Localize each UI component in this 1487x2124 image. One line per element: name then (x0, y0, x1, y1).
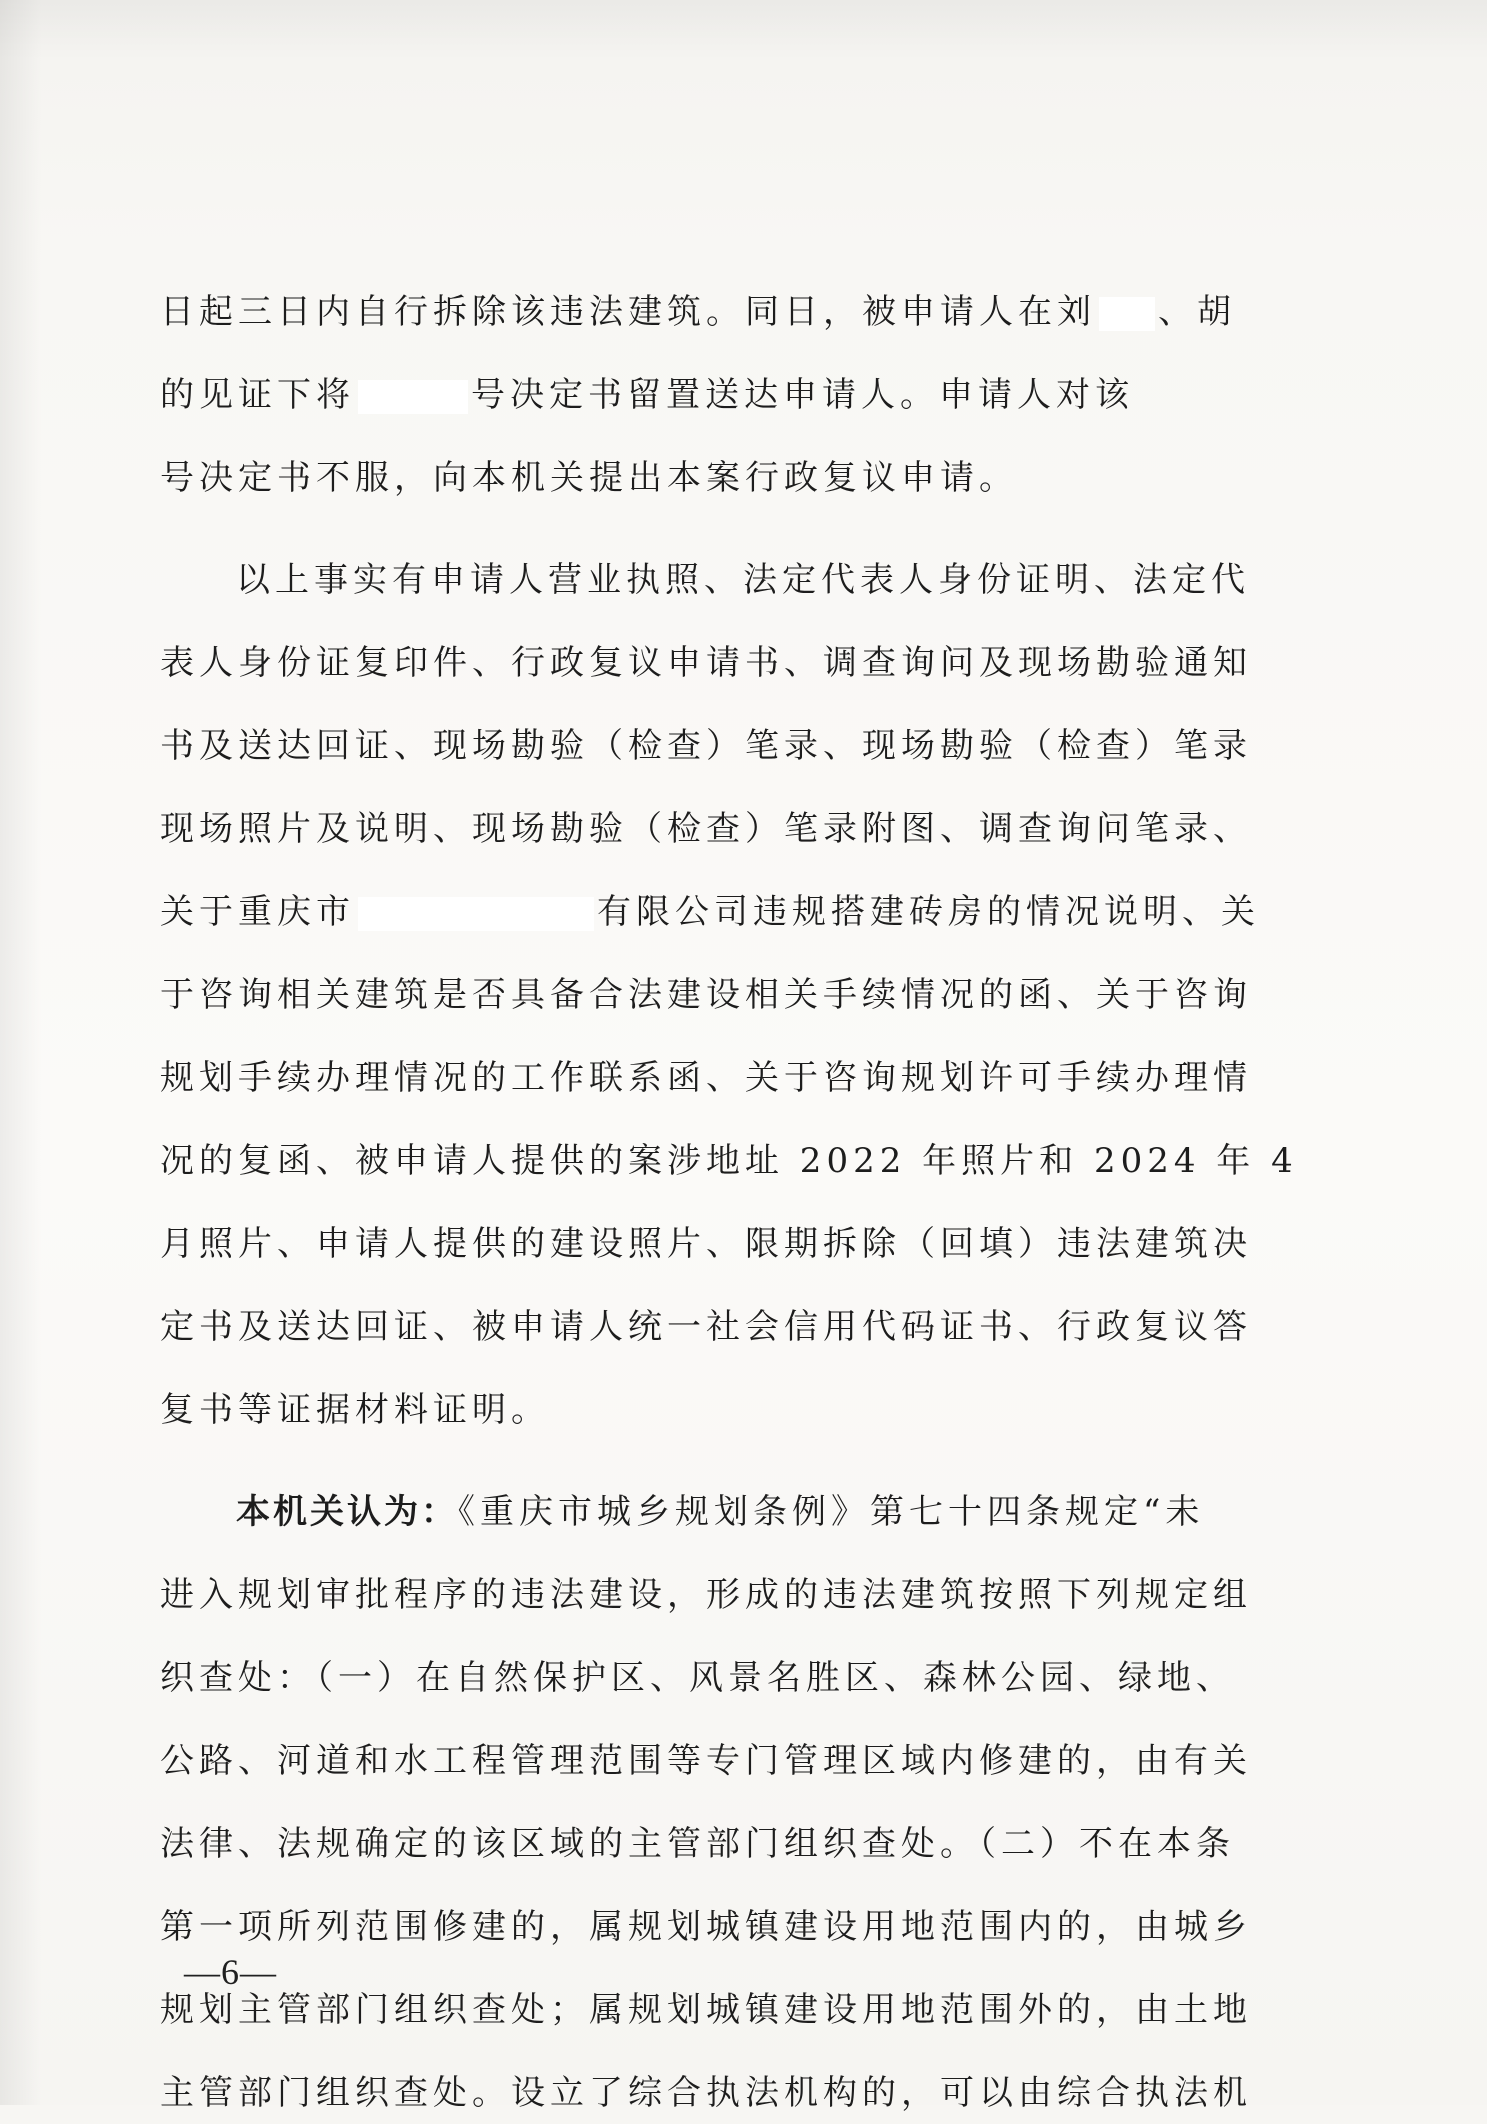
evidence-line-5-a: 关于重庆市 (160, 892, 355, 932)
line-2-text-a: 的见证下将 (160, 375, 355, 415)
evidence-line-11: 复书等证据材料证明。 (160, 1390, 550, 1430)
redaction-block (358, 380, 468, 414)
evidence-line-1: 以上事实有申请人营业执照、法定代表人身份证明、法定代 (236, 560, 1250, 600)
evidence-line-4: 现场照片及说明、现场勘验（检查）笔录附图、调查询问笔录、 (160, 809, 1252, 849)
line-3-text: 号决定书不服，向本机关提出本案行政复议申请。 (160, 458, 1018, 498)
opinion-line-3: 织查处：（一）在自然保护区、风景名胜区、森林公园、绿地、 (160, 1658, 1235, 1698)
opinion-line-4: 公路、河道和水工程管理范围等专门管理区域内修建的，由有关 (160, 1741, 1252, 1781)
evidence-line-10: 定书及送达回证、被申请人统一社会信用代码证书、行政复议答 (160, 1307, 1252, 1347)
text-line (160, 1814, 1300, 1875)
opinion-line-5: 法律、法规确定的该区域的主管部门组织查处。（二）不在本条 (160, 1824, 1235, 1864)
text-line (160, 799, 1300, 860)
line-1-text-b: 、胡 (1158, 292, 1236, 332)
page-number: —6— (184, 1952, 277, 1992)
line-2-text-b: 号决定书留置送达申请人。申请人对该 (471, 375, 1134, 415)
text-line (160, 1731, 1300, 1792)
text-line (160, 2063, 1300, 2124)
evidence-line-8: 况的复函、被申请人提供的案涉地址 2022 年照片和 2024 年 4 (160, 1141, 1298, 1181)
evidence-line-5-b: 有限公司违规搭建砖房的情况说明、关 (597, 892, 1260, 932)
opinion-line-7: 规划主管部门组织查处；属规划城镇建设用地范围外的，由土地 (160, 1990, 1252, 2030)
redaction-block (1099, 297, 1155, 331)
text-line (160, 1380, 1300, 1441)
text-line (160, 1297, 1300, 1358)
scan-shadow-top (0, 0, 1487, 60)
evidence-line-9: 月照片、申请人提供的建设照片、限期拆除（回填）违法建筑决 (160, 1224, 1252, 1264)
text-line (160, 1214, 1300, 1275)
redaction-block (358, 897, 594, 931)
opinion-line-6: 第一项所列范围修建的，属规划城镇建设用地范围内的，由城乡 (160, 1907, 1252, 1947)
evidence-line-3: 书及送达回证、现场勘验（检查）笔录、现场勘验（检查）笔录 (160, 726, 1252, 766)
text-line (160, 1048, 1300, 1109)
text-line (160, 1980, 1300, 2041)
opinion-paragraph-first-line (160, 1482, 1300, 1543)
evidence-line-6: 于咨询相关建筑是否具备合法建设相关手续情况的函、关于咨询 (160, 975, 1252, 1015)
line-1-text-a: 日起三日内自行拆除该违法建筑。同日，被申请人在刘 (160, 292, 1096, 332)
evidence-line-2: 表人身份证复印件、行政复议申请书、调查询问及现场勘验通知 (160, 643, 1252, 683)
text-line (160, 882, 1300, 943)
text-line (160, 716, 1300, 777)
document-body (160, 282, 1300, 2124)
text-line (160, 1897, 1300, 1958)
opinion-line-8: 主管部门组织查处。设立了综合执法机构的，可以由综合执法机 (160, 2073, 1252, 2113)
text-line (160, 365, 1300, 426)
evidence-paragraph-first-line (160, 550, 1300, 611)
text-line (160, 633, 1300, 694)
opinion-line-1: 《重庆市城乡规划条例》第七十四条规定“未 (458, 1492, 1205, 1532)
text-line (160, 448, 1300, 509)
scan-shadow-left (0, 0, 42, 2105)
text-line (160, 282, 1300, 343)
opinion-line-2: 进入规划审批程序的违法建设，形成的违法建筑按照下列规定组 (160, 1575, 1252, 1615)
text-line (160, 1131, 1300, 1192)
opinion-lead-label: 本机关认为： (236, 1492, 458, 1532)
text-line (160, 1565, 1300, 1626)
text-line (160, 965, 1300, 1026)
evidence-line-7: 规划手续办理情况的工作联系函、关于咨询规划许可手续办理情 (160, 1058, 1252, 1098)
text-line (160, 1648, 1300, 1709)
